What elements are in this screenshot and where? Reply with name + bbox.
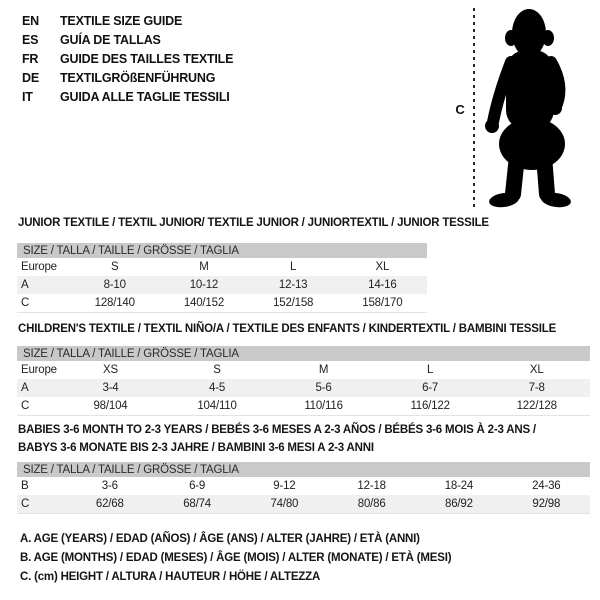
size-header-row	[17, 346, 590, 361]
table-cell: XL	[529, 364, 544, 376]
babies-section-title-line1: BABIES 3-6 MONTH TO 2-3 YEARS / BEBÉS 3-6 MESES A 2-3 AÑOS / BÉBÉS 3-6 MOIS À 2-3 ANS /	[18, 424, 536, 436]
row-label: A	[17, 276, 70, 294]
table-cell: 6-7	[377, 379, 484, 397]
size-header: SIZE / TALLA / TAILLE / GRÖSSE / TAGLIA	[17, 462, 590, 477]
table-cell: L	[427, 364, 434, 376]
table-cell: 74/80	[241, 495, 328, 514]
table-cell: 128/140	[94, 297, 135, 309]
junior-section-title: JUNIOR TEXTILE / TEXTIL JUNIOR/ TEXTILE JUNIOR / JUNIORTEXTIL / JUNIOR TESSILE	[18, 217, 489, 229]
legend-height-cm: C. (cm) HEIGHT / ALTURA / HAUTEUR / HÖHE / ALTEZZA	[20, 571, 321, 583]
table-row-age	[17, 379, 590, 397]
table-cell: 5-6	[270, 379, 377, 397]
size-header-row	[17, 243, 427, 258]
table-cell: 7-8	[483, 379, 590, 397]
table-cell: 92/98	[503, 495, 590, 514]
size-header: SIZE / TALLA / TAILLE / GRÖSSE / TAGLIA	[17, 243, 427, 258]
table-row-europe	[17, 361, 590, 379]
table-cell: 8-10	[70, 276, 159, 294]
row-label: C	[21, 400, 30, 412]
table-cell: 110/116	[304, 400, 343, 412]
table-cell: L	[290, 261, 297, 273]
table-cell: 12-13	[249, 276, 338, 294]
table-cell: 62/68	[66, 495, 153, 514]
table-cell: 140/152	[183, 297, 225, 309]
table-cell: 158/170	[362, 297, 403, 309]
table-cell: 80/86	[328, 495, 415, 514]
row-label: C	[21, 297, 30, 309]
table-cell: S	[213, 364, 221, 376]
table-cell: 24-36	[532, 480, 561, 492]
babies-section-title-line2: BABYS 3-6 MONATE BIS 2-3 JAHRE / BAMBINI 3-6 MESI A 2-3 ANNI	[18, 442, 374, 454]
language-row-es	[22, 31, 233, 50]
children-size-table	[17, 346, 590, 416]
height-measure-line	[473, 8, 475, 210]
language-code: DE	[22, 71, 39, 85]
legend-age-years: A. AGE (YEARS) / EDAD (AÑOS) / ÂGE (ANS) / ALTER (JAHRE) / ETÀ (ANNI)	[20, 533, 420, 545]
baby-silhouette-icon	[478, 6, 574, 213]
table-cell: 122/128	[516, 400, 557, 412]
table-cell: XL	[375, 261, 390, 273]
row-label: B	[21, 480, 29, 492]
language-title-list	[22, 12, 233, 107]
language-row-en	[22, 12, 233, 31]
language-title: GUIDA ALLE TAGLIE TESSILI	[60, 90, 230, 104]
table-cell: 4-5	[164, 379, 271, 397]
table-cell: 10-12	[159, 276, 248, 294]
language-code: ES	[22, 33, 39, 47]
table-cell: S	[110, 261, 119, 273]
table-cell: M	[199, 261, 209, 273]
legend-age-months: B. AGE (MONTHS) / EDAD (MESES) / ÂGE (MOIS) / ALTER (MONATE) / ETÀ (MESI)	[20, 552, 452, 564]
baby-figure	[440, 0, 600, 225]
size-header-row	[17, 462, 590, 477]
language-code: FR	[22, 52, 39, 66]
children-section-title: CHILDREN'S TEXTILE / TEXTIL NIÑO/A / TEXTILE DES ENFANTS / KINDERTEXTIL / BAMBINI TESSILE	[18, 323, 557, 335]
table-row-age	[17, 276, 427, 294]
table-cell: 86/92	[415, 495, 502, 514]
table-row-height	[17, 397, 590, 416]
language-title: GUÍA DE TALLAS	[60, 33, 161, 47]
table-cell: 9-12	[273, 480, 296, 492]
table-cell: 68/74	[153, 495, 240, 514]
table-cell: 3-4	[57, 379, 164, 397]
row-label: A	[17, 379, 57, 397]
height-measure-label: C	[455, 102, 465, 117]
table-cell: 12-18	[357, 480, 386, 492]
language-code: EN	[22, 14, 39, 28]
table-cell: 18-24	[444, 480, 474, 492]
table-cell: 14-16	[338, 276, 427, 294]
table-cell: XS	[103, 364, 118, 376]
size-header: SIZE / TALLA / TAILLE / GRÖSSE / TAGLIA	[17, 346, 590, 361]
table-row-height	[17, 495, 590, 514]
table-cell: 152/158	[273, 297, 314, 309]
table-cell: M	[318, 364, 329, 376]
table-cell: 6-9	[189, 480, 206, 492]
table-row-months	[17, 477, 590, 495]
language-title: TEXTILE SIZE GUIDE	[60, 14, 183, 28]
row-label: Europe	[21, 261, 57, 273]
row-label: Europe	[21, 364, 57, 376]
table-row-height	[17, 294, 427, 313]
row-label: C	[17, 495, 66, 514]
language-row-fr	[22, 50, 233, 69]
language-code: IT	[22, 90, 33, 104]
junior-size-table	[17, 243, 427, 313]
table-cell: 3-6	[101, 480, 118, 492]
language-row-de	[22, 69, 233, 88]
language-row-it	[22, 88, 233, 107]
language-title: GUIDE DES TAILLES TEXTILE	[60, 52, 234, 66]
table-row-europe	[17, 258, 427, 276]
table-cell: 116/122	[410, 400, 450, 412]
language-title: TEXTILGRÖßENFÜHRUNG	[60, 71, 216, 85]
table-cell: 98/104	[93, 400, 128, 412]
measure-legend	[20, 530, 451, 587]
table-cell: 104/110	[197, 400, 237, 412]
babies-size-table	[17, 462, 590, 514]
